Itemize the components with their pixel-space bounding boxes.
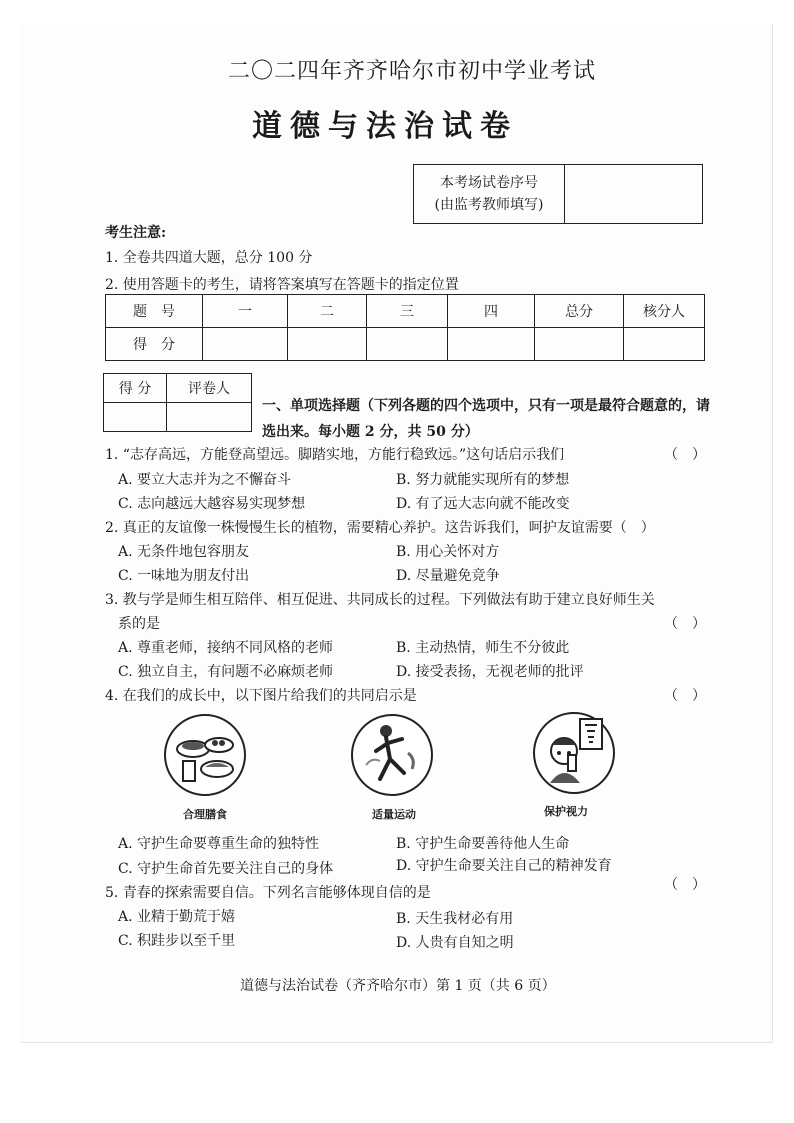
question-5-stem: 5. 青春的探索需要自信。下列名言能够体现自信的是	[105, 885, 431, 901]
question-5-option-b: B. 天生我材必有用	[396, 911, 514, 927]
serial-label-line2: (由监考教师填写)	[434, 197, 544, 213]
question-1-option-b: B. 努力就能实现所有的梦想	[396, 472, 570, 488]
question-5-option-a: A. 业精于勤荒于嬉	[118, 909, 236, 925]
score-header-3: 三	[367, 295, 448, 328]
healthy-diet-illustration	[163, 713, 247, 797]
grader-header-score: 得 分	[104, 374, 167, 403]
grader-box	[103, 373, 252, 432]
question-4-answer-paren[interactable]: （ ）	[664, 688, 706, 704]
question-4-stem: 4. 在我们的成长中，以下图片给我们的共同启示是	[105, 688, 417, 704]
serial-label-line1: 本考场试卷序号	[440, 175, 538, 191]
question-3-option-d: D. 接受表扬，无视老师的批评	[396, 664, 584, 680]
notice-item-2: 2. 使用答题卡的考生，请将答案填写在答题卡的指定位置	[105, 277, 459, 293]
page-footer: 道德与法治试卷（齐齐哈尔市）第 1 页（共 6 页）	[240, 978, 556, 994]
caption-exercise: 适量运动	[372, 808, 416, 821]
score-header-4: 四	[448, 295, 535, 328]
score-row-label: 得 分	[106, 328, 203, 361]
grader-score-cell[interactable]	[104, 403, 167, 432]
question-1-stem: 1. “志存高远，方能登高望远。脚踏实地，方能行稳致远。”这句话启示我们	[105, 447, 565, 463]
caption-eyesight: 保护视力	[544, 805, 588, 818]
exam-title: 二〇二四年齐齐哈尔市初中学业考试	[228, 59, 597, 84]
question-2-option-a: A. 无条件地包容朋友	[118, 544, 250, 560]
question-1-option-c: C. 志向越远大越容易实现梦想	[118, 496, 306, 512]
question-3-option-b: B. 主动热情，师生不分彼此	[396, 640, 570, 656]
subject-title: 道德与法治试卷	[252, 109, 518, 144]
question-1-option-d: D. 有了远大志向就不能改变	[396, 496, 570, 512]
score-header-2: 二	[288, 295, 367, 328]
score-header-number: 题 号	[106, 295, 203, 328]
serial-number-box	[413, 164, 703, 224]
grader-header-grader: 评卷人	[167, 374, 252, 403]
grader-name-cell[interactable]	[167, 403, 252, 432]
score-cell[interactable]	[448, 328, 535, 361]
question-3-option-c: C. 独立自主，有问题不必麻烦老师	[118, 664, 334, 680]
serial-input-cell[interactable]	[565, 165, 703, 224]
notice-item-1: 1. 全卷共四道大题，总分 100 分	[105, 250, 313, 266]
score-cell[interactable]	[288, 328, 367, 361]
score-cell[interactable]	[624, 328, 705, 361]
question-5-option-d: D. 人贵有自知之明	[396, 935, 514, 951]
question-4-option-a: A. 守护生命要尊重生命的独特性	[118, 836, 320, 852]
question-2-option-c: C. 一味地为朋友付出	[118, 568, 250, 584]
score-table-score-row	[106, 328, 705, 361]
score-header-total: 总分	[535, 295, 624, 328]
score-table-header-row	[106, 295, 705, 328]
section-1-title: 一、单项选择题（下列各题的四个选项中，只有一项是最符合题意的，请选出来。每小题 2 分，共 50 分）	[262, 398, 710, 440]
score-header-checker: 核分人	[624, 295, 705, 328]
score-cell[interactable]	[367, 328, 448, 361]
question-3-stem-line2: 系的是	[118, 616, 160, 632]
score-cell[interactable]	[203, 328, 288, 361]
question-4-option-b: B. 守护生命要善待他人生命	[396, 836, 570, 852]
question-1-answer-paren[interactable]: （ ）	[664, 447, 706, 463]
score-table	[105, 294, 705, 361]
eyesight-illustration	[532, 711, 616, 795]
question-3-answer-paren[interactable]: （ ）	[664, 616, 706, 632]
question-5-option-c: C. 积跬步以至千里	[118, 933, 236, 949]
score-cell[interactable]	[535, 328, 624, 361]
notice-heading: 考生注意:	[105, 225, 167, 241]
question-2-stem: 2. 真正的友谊像一株慢慢生长的植物，需要精心养护。这告诉我们，呵护友谊需要（ ）	[105, 520, 655, 536]
question-2-option-d: D. 尽量避免竞争	[396, 568, 500, 584]
question-1-option-a: A. 要立大志并为之不懈奋斗	[118, 472, 292, 488]
question-3-option-a: A. 尊重老师，接纳不同风格的老师	[118, 640, 334, 656]
exercise-illustration	[350, 713, 434, 797]
score-header-1: 一	[203, 295, 288, 328]
caption-healthy-diet: 合理膳食	[183, 808, 227, 821]
question-5-answer-paren[interactable]: （ ）	[664, 877, 706, 893]
serial-label	[414, 165, 565, 224]
question-4-option-c: C. 守护生命首先要关注自己的身体	[118, 861, 334, 877]
question-2-option-b: B. 用心关怀对方	[396, 544, 500, 560]
question-3-stem-line1: 3. 教与学是师生相互陪伴、相互促进、共同成长的过程。下列做法有助于建立良好师生关	[105, 592, 655, 608]
question-4-option-d: D. 守护生命要关注自己的精神发育	[396, 858, 612, 874]
